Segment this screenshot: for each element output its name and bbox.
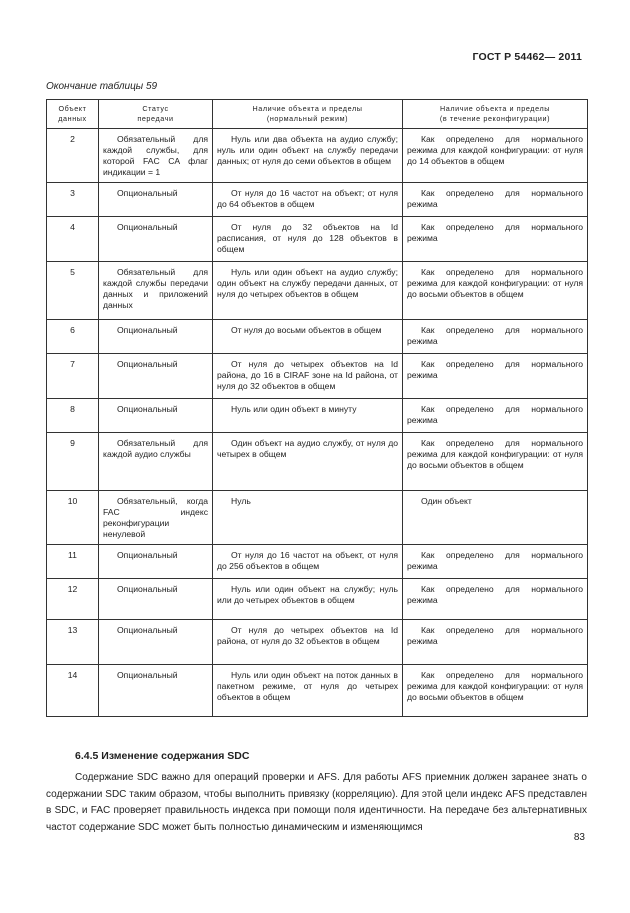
cell-object-number: 3 [47,183,99,217]
table-row [47,262,588,320]
cell-object-number: 4 [47,217,99,262]
cell-object-number: 10 [47,491,99,545]
cell-reconf: Как определено для нормального режима для каждой конфигурации: от нуля до восьми объектов в общем [403,433,588,491]
header-line: Статус [142,103,169,113]
page-number: 83 [573,832,585,843]
cell-normal: Нуль или два объекта на аудио службу; нуль или один объект на службу передачи данных; от нуля до семи объектов в общем [213,129,403,183]
table-row [47,320,588,354]
cell-normal: Нуль [213,491,403,545]
cell-reconf: Как определено для нормального режима для каждой конфигурации: от нуля до восьми объектов в общем [403,665,588,717]
cell-reconf: Как определено для нормального режима [403,579,588,620]
cell-normal: Один объект на аудио службу, от нуля до четырех в общем [213,433,403,491]
cell-normal: Нуль или один объект на поток данных в пакетном режиме, от нуля до четырех объектов в общем [213,665,403,717]
cell-object-number: 11 [47,545,99,579]
cell-reconf: Как определено для нормального режима [403,620,588,665]
cell-object-number: 2 [47,129,99,183]
cell-reconf: Как определено для нормального режима [403,354,588,399]
cell-status: Опциональный [99,217,213,262]
cell-object-number: 12 [47,579,99,620]
table-row [47,620,588,665]
table-row [47,491,588,545]
cell-status: Опциональный [99,620,213,665]
table-row [47,433,588,491]
cell-normal: Нуль или один объект на аудио службу; один объект на службу передачи данных, от нуля до четырех объектов в общем [213,262,403,320]
cell-object-number: 5 [47,262,99,320]
cell-object-number: 13 [47,620,99,665]
table-row [47,579,588,620]
cell-status: Опциональный [99,320,213,354]
cell-reconf: Как определено для нормального режима для каждой конфигурации: от нуля до восьми объектов в общем [403,262,588,320]
standard-header: ГОСТ Р 54462— 2011 [472,51,582,63]
cell-status: Опциональный [99,183,213,217]
cell-status: Обязательный для каждой аудио службы [99,433,213,491]
cell-normal: От нуля до восьми объектов в общем [213,320,403,354]
table-row [47,183,588,217]
header-normal-mode [213,100,403,129]
cell-normal: Нуль или один объект на службу; нуль или до четырех объектов в общем [213,579,403,620]
table-caption: Окончание таблицы 59 [46,81,158,92]
cell-normal: От нуля до четырех объектов на Id района, до 16 в CIRAF зоне на Id района, от нуля до 32 объектов в общем [213,354,403,399]
cell-status: Обязательный, когда FAC индекс реконфигурации ненулевой [99,491,213,545]
cell-reconf: Как определено для нормального режима [403,545,588,579]
header-line: Наличие объекта и пределы [252,103,363,113]
header-line: Объект [58,103,87,113]
table-59 [46,99,588,717]
cell-reconf: Как определено для нормального режима для каждой конфигурации: от нуля до 14 объектов в общем [403,129,588,183]
cell-reconf: Как определено для нормального режима [403,399,588,433]
cell-normal: Нуль или один объект в минуту [213,399,403,433]
cell-object-number: 14 [47,665,99,717]
cell-normal: От нуля до 16 частот на объект, от нуля до 256 объектов в общем [213,545,403,579]
table-row [47,545,588,579]
cell-reconf: Как определено для нормального режима [403,320,588,354]
cell-status: Опциональный [99,545,213,579]
header-line: Наличие объекта и пределы [440,103,550,113]
cell-status: Обязательный для каждой службы передачи данных и приложений данных [99,262,213,320]
table-row [47,217,588,262]
cell-object-number: 6 [47,320,99,354]
cell-status: Обязательный для каждой службы, для которой FAC CA флаг индикации = 1 [99,129,213,183]
header-reconfiguration [403,100,588,129]
table-row [47,129,588,183]
header-status [99,100,213,129]
cell-reconf: Как определено для нормального режима [403,183,588,217]
section-paragraph: Содержание SDC важно для операций проверки и AFS. Для работы AFS приемник должен заранее знать о содержании SDC таким образом, чтобы выполнить привязку (корреляцию). Для этой цели индекс AFS представлен в SDC, и FAC проверяет правильность индекса при помощи поля идентичности. На передаче без альтернативных частот содержание SDC может быть полностью динамическим и изменяющимся [46,772,587,833]
table-header-row [47,100,588,129]
cell-object-number: 7 [47,354,99,399]
table-row [47,354,588,399]
cell-status: Опциональный [99,665,213,717]
cell-status: Опциональный [99,579,213,620]
cell-reconf: Как определено для нормального режима [403,217,588,262]
cell-status: Опциональный [99,354,213,399]
cell-object-number: 9 [47,433,99,491]
section-title: 6.4.5 Изменение содержания SDC [75,750,250,762]
header-line: (в течение реконфигурации) [439,114,551,123]
table-row [47,399,588,433]
header-line: передачи [137,114,174,123]
cell-object-number: 8 [47,399,99,433]
cell-normal: От нуля до 16 частот на объект; от нуля до 64 объектов в общем [213,183,403,217]
cell-reconf: Один объект [403,491,588,545]
cell-normal: От нуля до четырех объектов на Id района, от нуля до 32 объектов в общем [213,620,403,665]
table-row [47,665,588,717]
header-data-object [47,100,99,129]
cell-normal: От нуля до 32 объектов на Id расписания, от нуля до 128 объектов в общем [213,217,403,262]
header-line: (нормальный режим) [266,114,349,123]
cell-status: Опциональный [99,399,213,433]
header-line: данных [58,114,87,123]
